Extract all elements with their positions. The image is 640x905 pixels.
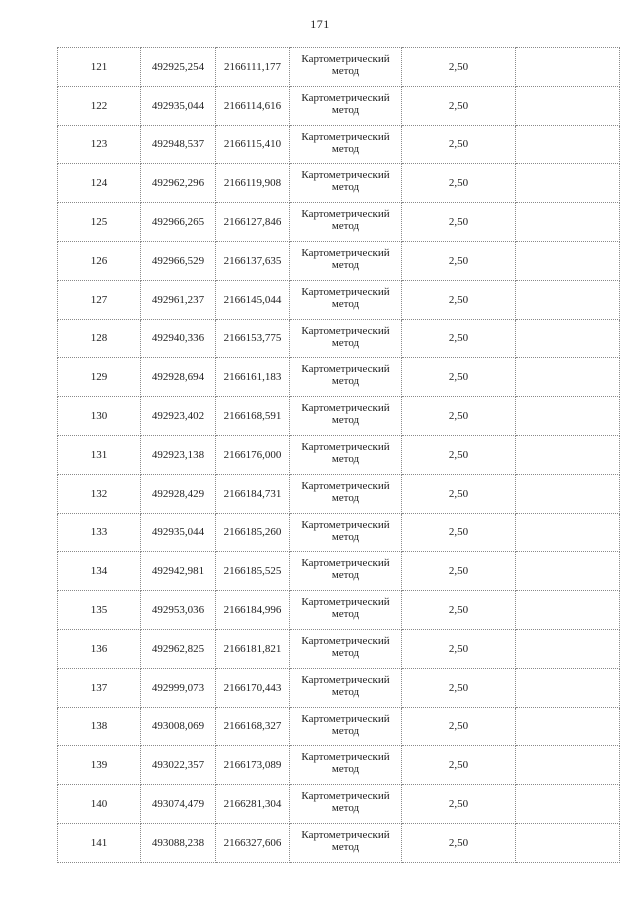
method-line-2: метод	[331, 258, 360, 271]
method-cell	[290, 241, 402, 280]
coordinate-y: 2166176,000	[216, 435, 290, 474]
coordinate-y: 2166161,183	[216, 358, 290, 397]
method-cell	[290, 48, 402, 87]
coordinate-y: 2166173,089	[216, 746, 290, 785]
coordinate-y: 2166327,606	[216, 823, 290, 862]
coordinate-y: 2166137,635	[216, 241, 290, 280]
note-cell	[516, 125, 620, 164]
method-line-2: метод	[331, 375, 360, 388]
method-cell	[290, 280, 402, 319]
note-cell	[516, 358, 620, 397]
coordinate-x: 493022,357	[141, 746, 216, 785]
note-cell	[516, 48, 620, 87]
method-line-1: Картометрический	[301, 208, 390, 221]
method-line-2: метод	[331, 608, 360, 621]
method-line-1: Картометрический	[301, 169, 390, 182]
table-row	[58, 552, 620, 591]
method-cell	[290, 125, 402, 164]
note-cell	[516, 280, 620, 319]
table-row	[58, 280, 620, 319]
table-row	[58, 823, 620, 862]
table-row	[58, 629, 620, 668]
method-cell	[290, 707, 402, 746]
method-line-1: Картометрический	[301, 91, 390, 104]
accuracy-value: 2,50	[402, 785, 516, 824]
method-line-2: метод	[331, 685, 360, 698]
table-row	[58, 513, 620, 552]
accuracy-value: 2,50	[402, 319, 516, 358]
table-row	[58, 48, 620, 87]
coordinate-x: 492942,981	[141, 552, 216, 591]
method-line-2: метод	[331, 569, 360, 582]
method-cell	[290, 86, 402, 125]
page-number: 171	[310, 17, 330, 31]
table-row	[58, 591, 620, 630]
method-line-1: Картометрический	[301, 246, 390, 259]
table-row	[58, 668, 620, 707]
note-cell	[516, 397, 620, 436]
coordinate-x: 492923,138	[141, 435, 216, 474]
coordinate-y: 2166184,731	[216, 474, 290, 513]
method-line-2: метод	[331, 491, 360, 504]
point-number: 128	[58, 319, 141, 358]
method-cell	[290, 552, 402, 591]
note-cell	[516, 241, 620, 280]
table-row	[58, 319, 620, 358]
method-cell	[290, 474, 402, 513]
method-cell	[290, 397, 402, 436]
coordinate-x: 492962,825	[141, 629, 216, 668]
coordinates-table-body	[58, 48, 620, 863]
accuracy-value: 2,50	[402, 435, 516, 474]
coordinate-y: 2166185,260	[216, 513, 290, 552]
point-number: 125	[58, 203, 141, 242]
note-cell	[516, 552, 620, 591]
method-line-1: Картометрический	[301, 596, 390, 609]
point-number: 127	[58, 280, 141, 319]
accuracy-value: 2,50	[402, 513, 516, 552]
table-row	[58, 358, 620, 397]
point-number: 132	[58, 474, 141, 513]
coordinate-x: 492935,044	[141, 86, 216, 125]
coordinate-x: 493088,238	[141, 823, 216, 862]
coordinates-table	[57, 47, 620, 863]
table-row	[58, 125, 620, 164]
method-line-2: метод	[331, 452, 360, 465]
method-cell	[290, 668, 402, 707]
method-line-2: метод	[331, 763, 360, 776]
accuracy-value: 2,50	[402, 203, 516, 242]
coordinate-y: 2166111,177	[216, 48, 290, 87]
method-cell	[290, 513, 402, 552]
note-cell	[516, 629, 620, 668]
method-line-1: Картометрический	[301, 557, 390, 570]
point-number: 141	[58, 823, 141, 862]
coordinate-y: 2166185,525	[216, 552, 290, 591]
coordinate-x: 492961,237	[141, 280, 216, 319]
accuracy-value: 2,50	[402, 164, 516, 203]
table-row	[58, 241, 620, 280]
coordinate-y: 2166168,327	[216, 707, 290, 746]
method-line-1: Картометрический	[301, 479, 390, 492]
accuracy-value: 2,50	[402, 125, 516, 164]
method-line-1: Картометрический	[301, 634, 390, 647]
coordinate-y: 2166119,908	[216, 164, 290, 203]
accuracy-value: 2,50	[402, 86, 516, 125]
method-line-1: Картометрический	[301, 673, 390, 686]
table-row	[58, 86, 620, 125]
coordinate-x: 492928,694	[141, 358, 216, 397]
method-line-2: метод	[331, 297, 360, 310]
coordinate-x: 492962,296	[141, 164, 216, 203]
coordinate-x: 493008,069	[141, 707, 216, 746]
accuracy-value: 2,50	[402, 552, 516, 591]
point-number: 134	[58, 552, 141, 591]
accuracy-value: 2,50	[402, 280, 516, 319]
note-cell	[516, 746, 620, 785]
coordinate-x: 492928,429	[141, 474, 216, 513]
accuracy-value: 2,50	[402, 707, 516, 746]
coordinate-x: 492953,036	[141, 591, 216, 630]
table-row	[58, 707, 620, 746]
note-cell	[516, 319, 620, 358]
note-cell	[516, 435, 620, 474]
point-number: 135	[58, 591, 141, 630]
method-line-2: метод	[331, 336, 360, 349]
point-number: 131	[58, 435, 141, 474]
table-row	[58, 474, 620, 513]
note-cell	[516, 785, 620, 824]
accuracy-value: 2,50	[402, 823, 516, 862]
method-line-2: метод	[331, 181, 360, 194]
coordinate-y: 2166181,821	[216, 629, 290, 668]
coordinate-y: 2166115,410	[216, 125, 290, 164]
method-cell	[290, 823, 402, 862]
table-row	[58, 203, 620, 242]
method-line-2: метод	[331, 414, 360, 427]
method-line-2: метод	[331, 220, 360, 233]
method-line-1: Картометрический	[301, 518, 390, 531]
coordinate-y: 2166145,044	[216, 280, 290, 319]
method-cell	[290, 203, 402, 242]
method-line-2: метод	[331, 103, 360, 116]
point-number: 139	[58, 746, 141, 785]
note-cell	[516, 823, 620, 862]
note-cell	[516, 668, 620, 707]
note-cell	[516, 203, 620, 242]
coordinate-x: 492999,073	[141, 668, 216, 707]
point-number: 130	[58, 397, 141, 436]
method-line-2: метод	[331, 142, 360, 155]
coordinate-x: 492923,402	[141, 397, 216, 436]
method-line-2: метод	[331, 530, 360, 543]
accuracy-value: 2,50	[402, 48, 516, 87]
method-cell	[290, 319, 402, 358]
coordinate-y: 2166184,996	[216, 591, 290, 630]
method-line-1: Картометрический	[301, 828, 390, 841]
point-number: 136	[58, 629, 141, 668]
coordinate-x: 492935,044	[141, 513, 216, 552]
note-cell	[516, 474, 620, 513]
point-number: 129	[58, 358, 141, 397]
point-number: 124	[58, 164, 141, 203]
table-row	[58, 397, 620, 436]
method-cell	[290, 358, 402, 397]
method-line-1: Картометрический	[301, 363, 390, 376]
point-number: 138	[58, 707, 141, 746]
note-cell	[516, 591, 620, 630]
point-number: 137	[58, 668, 141, 707]
accuracy-value: 2,50	[402, 591, 516, 630]
point-number: 133	[58, 513, 141, 552]
accuracy-value: 2,50	[402, 668, 516, 707]
accuracy-value: 2,50	[402, 241, 516, 280]
coordinate-x: 492948,537	[141, 125, 216, 164]
point-number: 122	[58, 86, 141, 125]
method-line-2: метод	[331, 646, 360, 659]
accuracy-value: 2,50	[402, 629, 516, 668]
method-line-2: метод	[331, 724, 360, 737]
method-line-1: Картометрический	[301, 402, 390, 415]
note-cell	[516, 707, 620, 746]
coordinate-x: 492925,254	[141, 48, 216, 87]
method-line-2: метод	[331, 840, 360, 853]
method-line-1: Картометрический	[301, 285, 390, 298]
method-cell	[290, 435, 402, 474]
coordinate-y: 2166168,591	[216, 397, 290, 436]
method-line-1: Картометрический	[301, 712, 390, 725]
accuracy-value: 2,50	[402, 746, 516, 785]
method-cell	[290, 591, 402, 630]
method-line-1: Картометрический	[301, 53, 390, 65]
table-row	[58, 785, 620, 824]
method-line-2: метод	[331, 802, 360, 815]
method-cell	[290, 746, 402, 785]
accuracy-value: 2,50	[402, 358, 516, 397]
accuracy-value: 2,50	[402, 397, 516, 436]
method-cell	[290, 785, 402, 824]
method-cell	[290, 164, 402, 203]
method-cell	[290, 629, 402, 668]
table-row	[58, 164, 620, 203]
note-cell	[516, 513, 620, 552]
point-number: 126	[58, 241, 141, 280]
coordinate-x: 492940,336	[141, 319, 216, 358]
coordinate-y: 2166114,616	[216, 86, 290, 125]
note-cell	[516, 164, 620, 203]
coordinate-y: 2166153,775	[216, 319, 290, 358]
coordinate-y: 2166281,304	[216, 785, 290, 824]
coordinate-y: 2166170,443	[216, 668, 290, 707]
method-line-1: Картометрический	[301, 790, 390, 803]
table-row	[58, 435, 620, 474]
method-line-1: Картометрический	[301, 751, 390, 764]
coordinate-x: 493074,479	[141, 785, 216, 824]
coordinate-y: 2166127,846	[216, 203, 290, 242]
note-cell	[516, 86, 620, 125]
point-number: 121	[58, 48, 141, 87]
method-line-1: Картометрический	[301, 440, 390, 453]
coordinate-x: 492966,529	[141, 241, 216, 280]
point-number: 123	[58, 125, 141, 164]
method-line-1: Картометрический	[301, 130, 390, 143]
point-number: 140	[58, 785, 141, 824]
accuracy-value: 2,50	[402, 474, 516, 513]
method-line-2: метод	[331, 65, 360, 77]
method-line-1: Картометрический	[301, 324, 390, 337]
coordinate-x: 492966,265	[141, 203, 216, 242]
table-row	[58, 746, 620, 785]
